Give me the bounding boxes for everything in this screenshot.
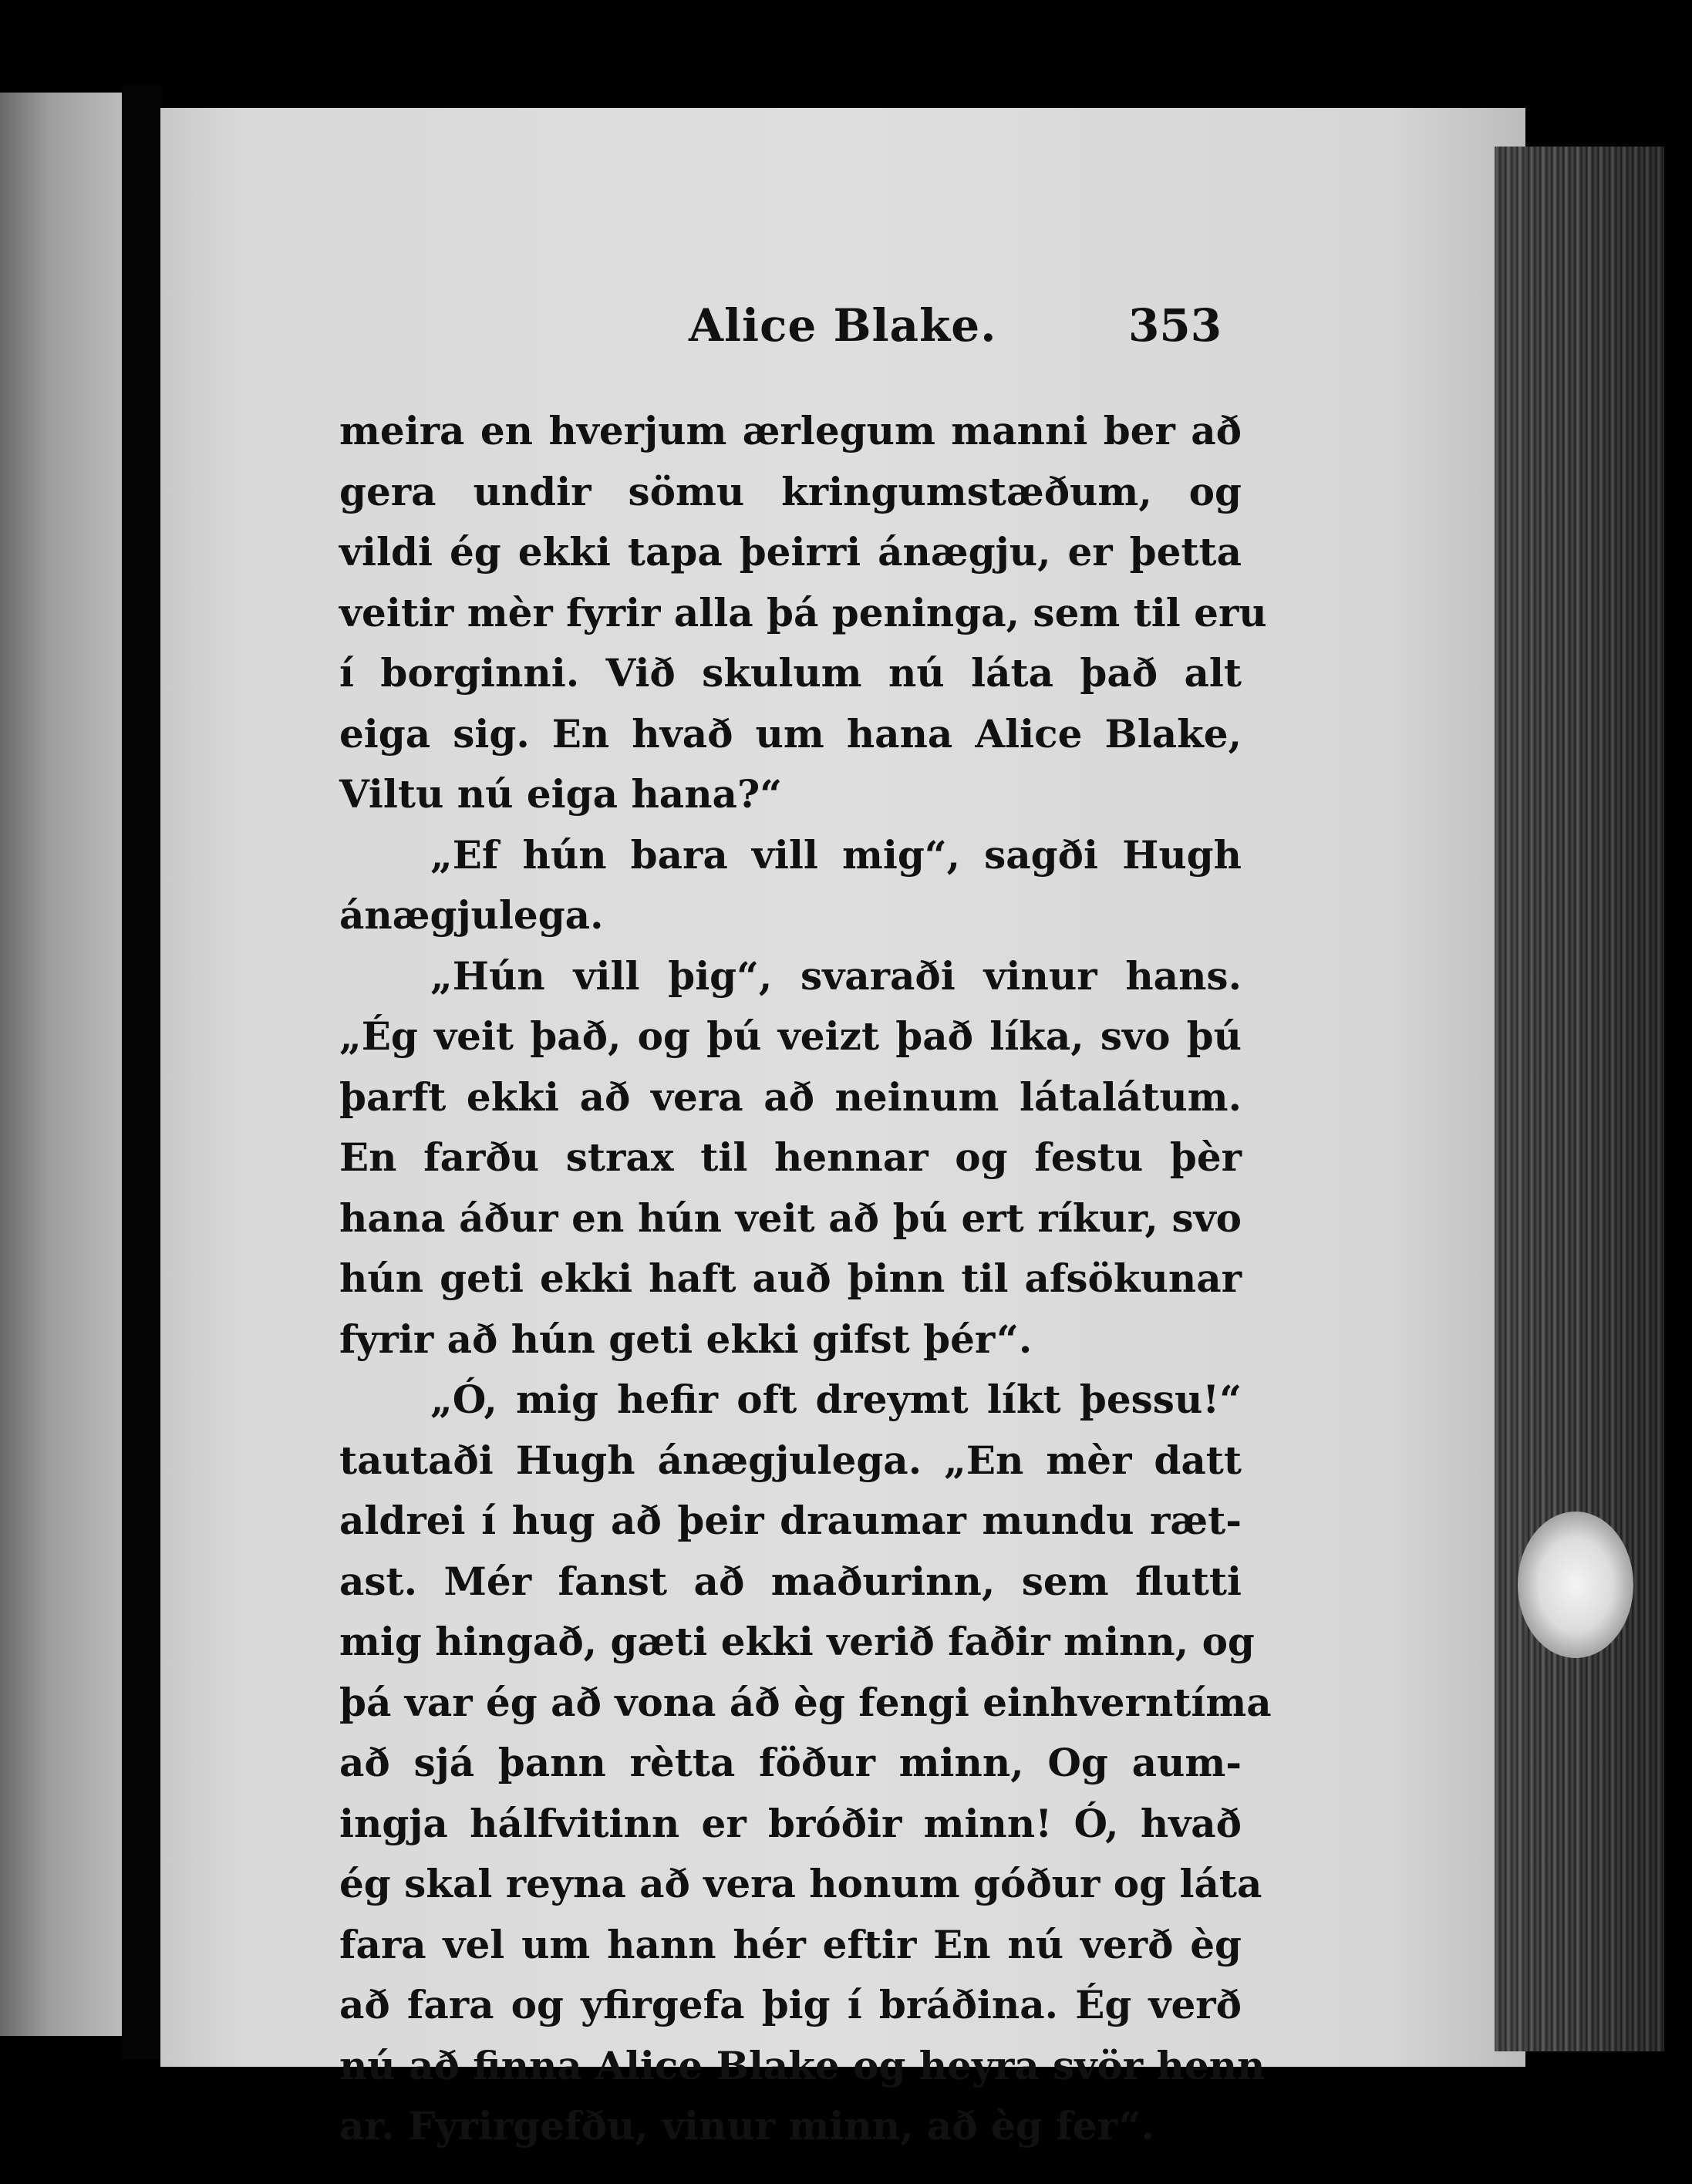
text-line: „Ó, mig hefir oft dreymt líkt þessu!“ [430, 1377, 1242, 1422]
text-line: ast. Mér fanst að maðurinn, sem flutti [339, 1558, 1242, 1604]
text-line: veitir mèr fyrir alla þá peninga, sem til eru [339, 589, 1267, 635]
page-header [0, 299, 1692, 376]
text-line: eiga sig. En hvað um hana Alice Blake, [339, 710, 1242, 757]
text-line: mig hingað, gæti ekki verið faðir minn, og [339, 1619, 1255, 1664]
text-line: meira en hverjum ærlegum manni ber að [339, 408, 1242, 453]
text-line: fyrir að hún geti ekki gifst þér“. [339, 1316, 1033, 1362]
text-line: „Ég veit það, og þú veizt það líka, svo þú [339, 1013, 1242, 1059]
text-line: þá var ég að vona áð èg fengi einhverntíma [339, 1679, 1272, 1725]
text-line: tautaði Hugh ánægjulega. „En mèr datt [339, 1437, 1242, 1483]
text-line: þarft ekki að vera að neinum látalátum. [339, 1073, 1242, 1120]
text-line: „Hún vill þig“, svaraði vinur hans. [430, 952, 1242, 999]
running-title: Alice Blake. [689, 299, 997, 352]
text-line: hana áður en hún veit að þú ert ríkur, svo [339, 1195, 1242, 1241]
text-line: ánægjulega. [339, 892, 604, 938]
text-line: ég skal reyna að vera honum góður og láta [339, 1861, 1262, 1906]
text-line: nú að finna Alice Blake og heyra svör henn [339, 2042, 1266, 2088]
text-line: aldrei í hug að þeir draumar mundu ræt- [339, 1498, 1242, 1543]
text-line: hún geti ekki haft auð þinn til afsökunar [339, 1255, 1242, 1301]
text-line: En farðu strax til hennar og festu þèr [339, 1134, 1242, 1180]
facing-page-edge [0, 93, 123, 2036]
text-line: „Ef hún bara vill mig“, sagði Hugh [430, 831, 1242, 878]
body-text [339, 401, 1272, 2157]
text-line: fara vel um hann hér eftir En nú verð èg [339, 1921, 1242, 1967]
text-line: ingja hálfvitinn er bróðir minn! Ó, hvað [339, 1800, 1242, 1846]
text-line: Viltu nú eiga hana?“ [339, 771, 782, 817]
text-line: ar. Fyrirgefðu, vinur minn, að èg fer“. [339, 2103, 1154, 2149]
text-line: að sjá þann rètta föður minn, Og aum- [339, 1740, 1242, 1785]
book-gutter [122, 85, 162, 2059]
paper-stain [1518, 1512, 1633, 1658]
text-line: gera undir sömu kringumstæðum, og [339, 468, 1242, 514]
text-line: vildi ég ekki tapa þeirri ánægju, er þetta [339, 529, 1242, 575]
text-line: í borginni. Við skulum nú láta það alt [339, 650, 1242, 696]
text-line: að fara og yfirgefa þig í bráðina. Ég verð [339, 1982, 1242, 2027]
page-number: 353 [1128, 299, 1222, 352]
page-block-shade [1495, 147, 1664, 2051]
